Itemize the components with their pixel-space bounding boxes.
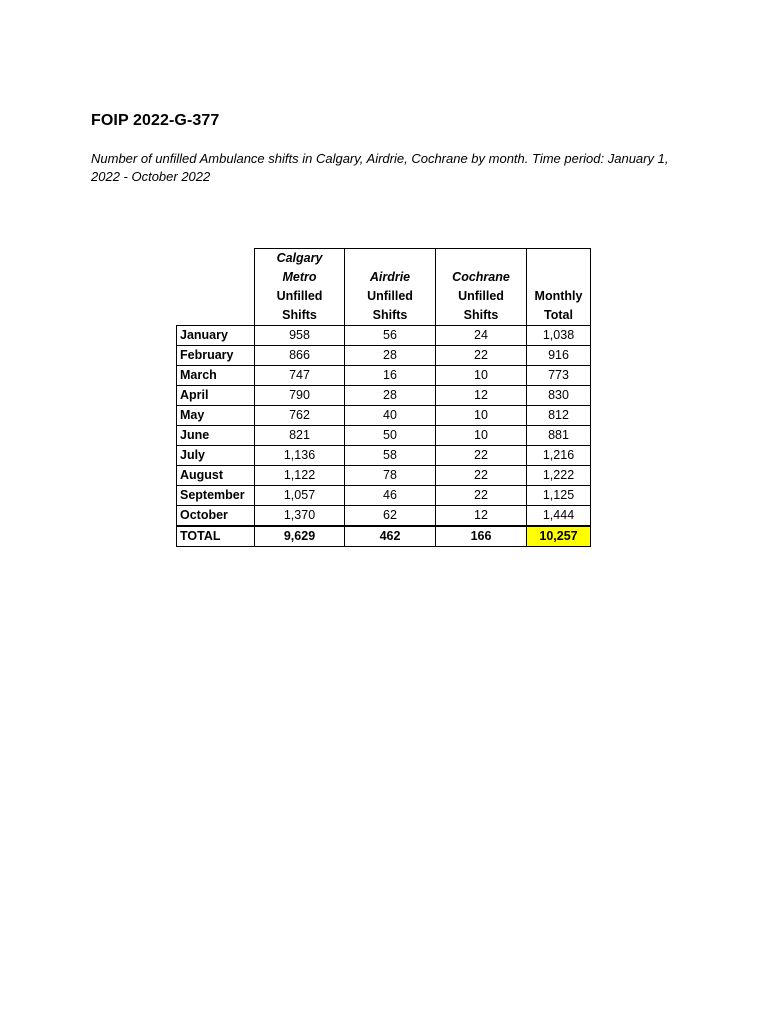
table-row xyxy=(177,466,591,486)
monthly-total-value: 812 xyxy=(527,406,591,426)
header-cochrane: Cochrane xyxy=(436,249,527,288)
monthly-total-value: 1,216 xyxy=(527,446,591,466)
calgary-value: 1,370 xyxy=(255,506,345,527)
table-row xyxy=(177,366,591,386)
airdrie-value: 78 xyxy=(345,466,436,486)
subheader-cochrane-unfilled: Unfilled Shifts xyxy=(436,287,527,326)
cochrane-value: 22 xyxy=(436,446,527,466)
grand-total-highlighted: 10,257 xyxy=(527,526,591,547)
table-row xyxy=(177,446,591,466)
document-title: FOIP 2022-G-377 xyxy=(91,112,220,129)
calgary-value: 1,136 xyxy=(255,446,345,466)
airdrie-value: 58 xyxy=(345,446,436,466)
blank-corner-cell xyxy=(177,249,255,326)
header-monthly-total: Monthly Total xyxy=(527,249,591,326)
calgary-total: 9,629 xyxy=(255,526,345,547)
unfilled-shifts-table-container xyxy=(176,248,591,547)
table-row xyxy=(177,386,591,406)
calgary-value: 790 xyxy=(255,386,345,406)
table-header-row xyxy=(177,249,591,288)
calgary-value: 1,057 xyxy=(255,486,345,506)
monthly-total-value: 1,444 xyxy=(527,506,591,527)
airdrie-value: 16 xyxy=(345,366,436,386)
calgary-value: 866 xyxy=(255,346,345,366)
cochrane-value: 22 xyxy=(436,346,527,366)
month-label: January xyxy=(177,326,255,346)
cochrane-value: 22 xyxy=(436,486,527,506)
header-airdrie: Airdrie xyxy=(345,249,436,288)
table-row xyxy=(177,506,591,527)
monthly-total-value: 916 xyxy=(527,346,591,366)
totals-row xyxy=(177,526,591,547)
airdrie-value: 56 xyxy=(345,326,436,346)
month-label: May xyxy=(177,406,255,426)
table-row xyxy=(177,346,591,366)
totals-label: TOTAL xyxy=(177,526,255,547)
monthly-total-value: 830 xyxy=(527,386,591,406)
monthly-total-value: 1,222 xyxy=(527,466,591,486)
cochrane-value: 12 xyxy=(436,506,527,527)
month-label: July xyxy=(177,446,255,466)
airdrie-value: 28 xyxy=(345,346,436,366)
monthly-total-value: 881 xyxy=(527,426,591,446)
cochrane-value: 10 xyxy=(436,406,527,426)
cochrane-value: 24 xyxy=(436,326,527,346)
airdrie-total: 462 xyxy=(345,526,436,547)
cochrane-value: 12 xyxy=(436,386,527,406)
table-body xyxy=(177,326,591,547)
airdrie-value: 40 xyxy=(345,406,436,426)
airdrie-value: 28 xyxy=(345,386,436,406)
subheader-airdrie-unfilled: Unfilled Shifts xyxy=(345,287,436,326)
table-row xyxy=(177,486,591,506)
monthly-total-value: 1,038 xyxy=(527,326,591,346)
cochrane-value: 22 xyxy=(436,466,527,486)
table-row xyxy=(177,406,591,426)
cochrane-value: 10 xyxy=(436,426,527,446)
calgary-value: 747 xyxy=(255,366,345,386)
header-calgary-metro: Calgary Metro xyxy=(255,249,345,288)
cochrane-value: 10 xyxy=(436,366,527,386)
unfilled-shifts-table xyxy=(176,248,591,547)
document-subtitle: Number of unfilled Ambulance shifts in Calgary, Airdrie, Cochrane by month. Time period: January 1, 2022 - October 2022 xyxy=(91,151,669,184)
month-label: October xyxy=(177,506,255,527)
monthly-total-value: 1,125 xyxy=(527,486,591,506)
subheader-calgary-unfilled: Unfilled Shifts xyxy=(255,287,345,326)
airdrie-value: 46 xyxy=(345,486,436,506)
airdrie-value: 50 xyxy=(345,426,436,446)
table-row xyxy=(177,426,591,446)
cochrane-total: 166 xyxy=(436,526,527,547)
month-label: March xyxy=(177,366,255,386)
airdrie-value: 62 xyxy=(345,506,436,527)
table-row xyxy=(177,326,591,346)
month-label: September xyxy=(177,486,255,506)
calgary-value: 1,122 xyxy=(255,466,345,486)
month-label: April xyxy=(177,386,255,406)
monthly-total-value: 773 xyxy=(527,366,591,386)
month-label: June xyxy=(177,426,255,446)
calgary-value: 821 xyxy=(255,426,345,446)
month-label: February xyxy=(177,346,255,366)
calgary-value: 958 xyxy=(255,326,345,346)
calgary-value: 762 xyxy=(255,406,345,426)
month-label: August xyxy=(177,466,255,486)
